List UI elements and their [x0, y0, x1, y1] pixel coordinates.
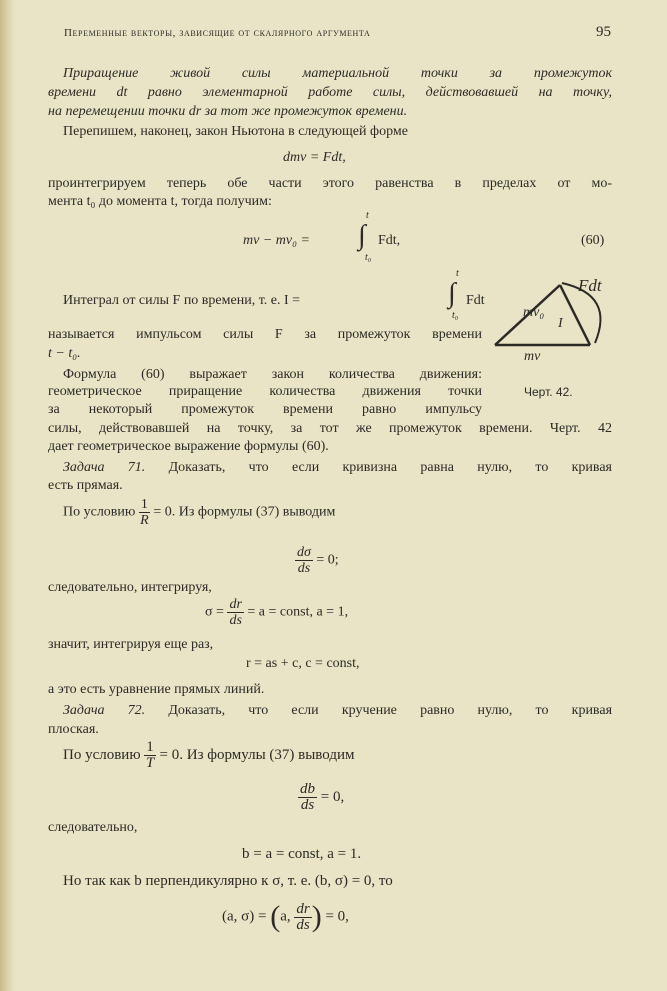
theorem-line: на перемещении точки dr за тот же промежуток времени. [48, 104, 408, 119]
paragraph-line: t − t₀. [48, 346, 81, 361]
equation [298, 782, 344, 813]
numerator: 1 [140, 497, 148, 512]
left-paren: ( [270, 900, 281, 933]
task-71 [63, 460, 612, 476]
equation: dmv = Fdt, [283, 150, 346, 165]
denominator: ds [300, 797, 315, 813]
equation [295, 545, 339, 576]
page-edge-shadow [0, 0, 14, 991]
paragraph-line: называется импульсом силы F за промежуток времени [48, 327, 482, 342]
denominator: T [145, 755, 155, 771]
task-72 [63, 703, 612, 719]
task-text-cont: плоская. [48, 722, 99, 737]
theorem-line: Приращение живой силы материальной точки за промежуток [63, 66, 612, 81]
fraction [295, 545, 313, 576]
paragraph-line: мента t₀ до момента t, тогда получим: [48, 194, 272, 209]
text: = a = const, a = 1, [247, 604, 349, 620]
upper-limit: t [366, 210, 369, 221]
task-text: Доказать, что если кривизна равна нулю, то кривая [168, 460, 612, 475]
paragraph-line: Формула (60) выражает закон количества движения: [63, 367, 482, 382]
text: σ = [205, 604, 224, 620]
task-label: Задача 72. [63, 703, 146, 718]
denominator: R [140, 513, 149, 528]
label-fdt: Fdt [578, 276, 602, 295]
equation: b = a = const, a = 1. [242, 846, 362, 862]
numerator: dσ [297, 545, 311, 560]
upper-limit: t [456, 268, 459, 279]
running-title: Переменные векторы, зависящие от скалярного аргумента [64, 27, 371, 39]
text: По условию [63, 504, 136, 520]
equation: r = as + c, c = const, [246, 656, 360, 671]
denominator: ds [296, 916, 310, 933]
paragraph: Перепишем, наконец, закон Ньютона в следующей форме [63, 124, 408, 139]
paragraph-line: дает геометрическое выражение формулы (60). [48, 439, 329, 454]
text: = 0, [325, 908, 349, 925]
lower-limit: t₀ [365, 252, 372, 263]
label-mv: mv [524, 349, 541, 364]
task-text: Доказать, что если кручение равно нулю, то кривая [168, 703, 613, 718]
integral-sign: ∫ [358, 220, 366, 251]
equation-number: (60) [581, 233, 605, 248]
paragraph-line: за некоторый промежуток времени равно импульсу [48, 402, 482, 417]
paragraph: значит, интегрируя еще раз, [48, 637, 214, 652]
equation [222, 900, 349, 934]
paragraph-line: геометрическое приращение количества движения точки [48, 384, 482, 399]
paragraph: а это есть уравнение прямых линий. [48, 682, 265, 697]
fraction [139, 497, 150, 528]
condition-71 [63, 497, 335, 528]
paragraph: Но так как b перпендикулярно к σ, т. е. (b, σ) = 0, то [63, 873, 393, 889]
text: = 0. Из формулы (37) выводим [159, 746, 355, 763]
right-paren: ) [311, 900, 322, 933]
equation-lhs: mv − mv₀ = [243, 233, 310, 248]
fraction [298, 782, 317, 813]
label-mv0: mv₀ [523, 305, 545, 320]
fraction [227, 597, 243, 628]
text: = 0, [320, 788, 345, 805]
numerator: 1 [146, 739, 154, 755]
text: = 0. Из формулы (37) выводим [153, 504, 336, 520]
integrand: Fdt [466, 293, 485, 308]
integral-sign: ∫ [448, 278, 456, 309]
denominator: ds [229, 613, 242, 628]
task-label: Задача 71. [63, 460, 146, 475]
vector-triangle-diagram [490, 275, 640, 375]
text: По условию [63, 746, 141, 763]
denominator: ds [297, 561, 311, 576]
lower-limit: t₀ [452, 310, 459, 321]
paragraph-text: Интеграл от силы F по времени, т. е. I = [63, 293, 301, 308]
figure-caption: Черт. 42. [524, 385, 573, 399]
text: (a, σ) = [222, 908, 267, 925]
condition-72 [63, 740, 355, 771]
numerator: dr [229, 597, 242, 612]
paragraph: следовательно, [48, 820, 138, 835]
label-i: I [558, 316, 563, 331]
paragraph: следовательно, интегрируя, [48, 580, 212, 595]
integrand: Fdt, [378, 233, 401, 248]
fraction [144, 740, 156, 771]
numerator: dr [296, 900, 310, 917]
paragraph-line: силы, действовавшей на точку, за тот же промежуток времени. Черт. 42 [48, 421, 612, 436]
fraction [294, 902, 311, 933]
equation [205, 597, 348, 628]
theorem-line: времени dt равно элементарной работе силы, действовавшей на точку, [48, 85, 612, 100]
text: = 0; [316, 552, 339, 568]
numerator: db [300, 781, 315, 797]
paragraph-line: проинтегрируем теперь обе части этого равенства в пределах от мо- [48, 176, 612, 191]
task-text-cont: есть прямая. [48, 478, 123, 493]
page-number: 95 [596, 24, 611, 40]
text: a, [280, 908, 291, 925]
